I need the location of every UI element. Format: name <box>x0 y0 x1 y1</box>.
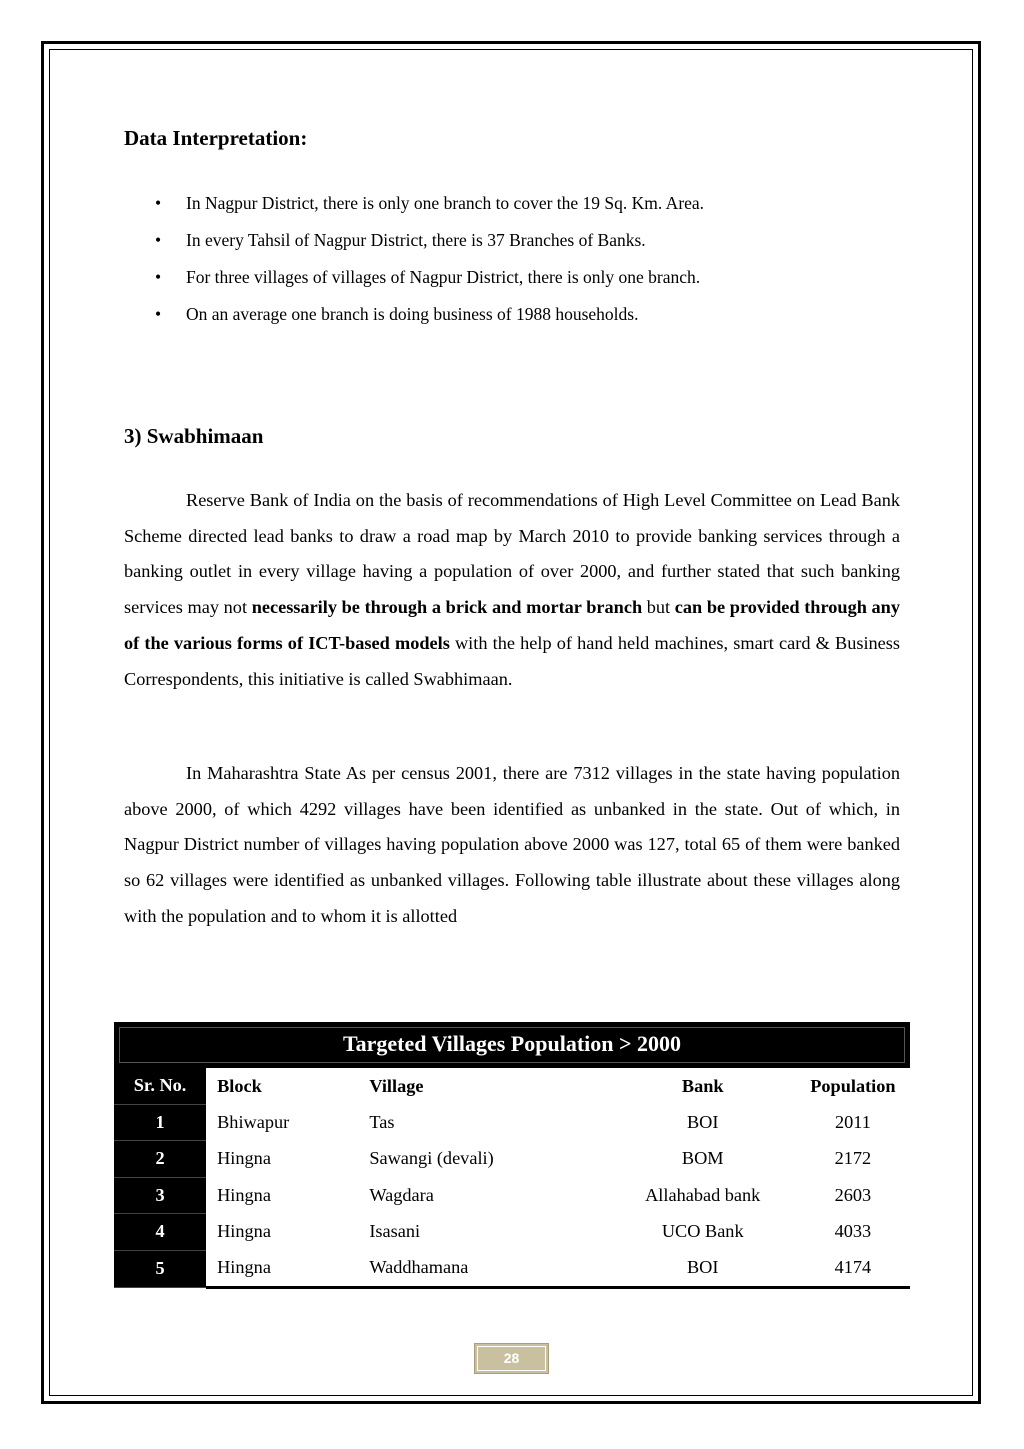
cell-sr-no: 5 <box>114 1250 206 1287</box>
cell-block: Hingna <box>217 1184 271 1205</box>
list-item <box>124 301 900 338</box>
cell-sr-no: 3 <box>114 1177 206 1214</box>
list-item <box>124 264 900 301</box>
cell-sr-no: 1 <box>114 1104 206 1141</box>
paragraph-text: Reserve Bank of India on the basis of recommendations of High Level Committee on Lead Bank Scheme directed lead banks to draw a road map by March 2010 to provide banking services through a banking outlet in every village having a population of over 2000, and further stated that such banking services may not <box>124 490 900 618</box>
cell-block: Hingna <box>206 1250 369 1287</box>
cell-village: Waddhamana <box>369 1250 609 1287</box>
bullet-icon: • <box>155 230 162 250</box>
cell-bank: BOI <box>686 1111 719 1132</box>
cell-village: Wagdara <box>369 1184 434 1205</box>
table-row <box>114 1104 910 1141</box>
targeted-villages-table <box>114 1022 910 1289</box>
list-item <box>124 190 900 227</box>
bullet-icon: • <box>155 304 162 324</box>
cell-population: 2172 <box>834 1148 872 1169</box>
cell-population: 4033 <box>834 1221 872 1242</box>
header-sr-no: Sr. No. <box>114 1068 206 1104</box>
cell-block: Hingna <box>217 1148 271 1169</box>
cell-bank: Allahabad bank <box>645 1184 761 1205</box>
table-row <box>114 1141 910 1178</box>
cell-village: Isasani <box>369 1221 421 1242</box>
swabhimaan-paragraph-2: In Maharashtra State As per census 2001, there are 7312 villages in the state having population above 2000, of which 4292 villages have been identified as unbanked in the state. Out of which, in Nagpur District number of villages having population above 2000 was 127, total 65 of them were banked so 62 villages were identified as unbanked villages. Following table illustrate about these villages along with the population and to whom it is allotted <box>124 763 900 926</box>
data-interpretation-heading: Data Interpretation: <box>124 126 308 150</box>
bold-phrase: can be provided through any of the various forms of ICT-based models <box>124 597 900 653</box>
header-block: Block <box>217 1075 262 1096</box>
cell-block: Bhiwapur <box>217 1111 290 1132</box>
cell-village: Tas <box>369 1111 395 1132</box>
cell-bank: UCO Bank <box>661 1221 744 1242</box>
paragraph-text: but <box>642 597 675 618</box>
table-title: Targeted Villages Population > 2000 <box>114 1022 910 1068</box>
interpretation-bullet-list <box>124 190 900 338</box>
bullet-text: For three villages of villages of Nagpur District, there is only one branch. <box>186 267 701 287</box>
bullet-text: On an average one branch is doing business of 1988 households. <box>186 304 639 324</box>
header-population: Population <box>810 1075 896 1096</box>
table-header-row <box>114 1068 910 1104</box>
bold-phrase: necessarily be through a brick and mortar branch <box>251 597 643 618</box>
cell-population: 2011 <box>834 1111 871 1132</box>
bullet-text: In every Tahsil of Nagpur District, there is 37 Branches of Banks. <box>186 230 646 250</box>
list-item <box>124 227 900 264</box>
header-village: Village <box>369 1075 424 1096</box>
swabhimaan-paragraph-1 <box>124 483 900 697</box>
cell-population: 4174 <box>796 1250 910 1287</box>
cell-population: 2603 <box>834 1184 872 1205</box>
header-bank: Bank <box>681 1075 724 1096</box>
table-row <box>114 1250 910 1287</box>
bullet-text: In Nagpur District, there is only one branch to cover the 19 Sq. Km. Area. <box>186 193 705 213</box>
table-row <box>114 1214 910 1251</box>
swabhimaan-heading: 3) Swabhimaan <box>124 424 264 448</box>
cell-sr-no: 4 <box>114 1214 206 1251</box>
table-row <box>114 1177 910 1214</box>
cell-bank: BOI <box>610 1250 796 1287</box>
cell-sr-no: 2 <box>114 1141 206 1178</box>
bullet-icon: • <box>155 267 162 287</box>
cell-village: Sawangi (devali) <box>369 1148 494 1169</box>
cell-block: Hingna <box>217 1221 271 1242</box>
cell-bank: BOM <box>681 1148 724 1169</box>
paragraph-text: with the help of hand held machines, smart card & Business Correspondents, this initiative is called Swabhimaan. <box>124 632 901 689</box>
bullet-icon: • <box>155 193 162 213</box>
page-number-badge: 28 <box>474 1343 549 1374</box>
villages-table <box>114 1068 910 1289</box>
